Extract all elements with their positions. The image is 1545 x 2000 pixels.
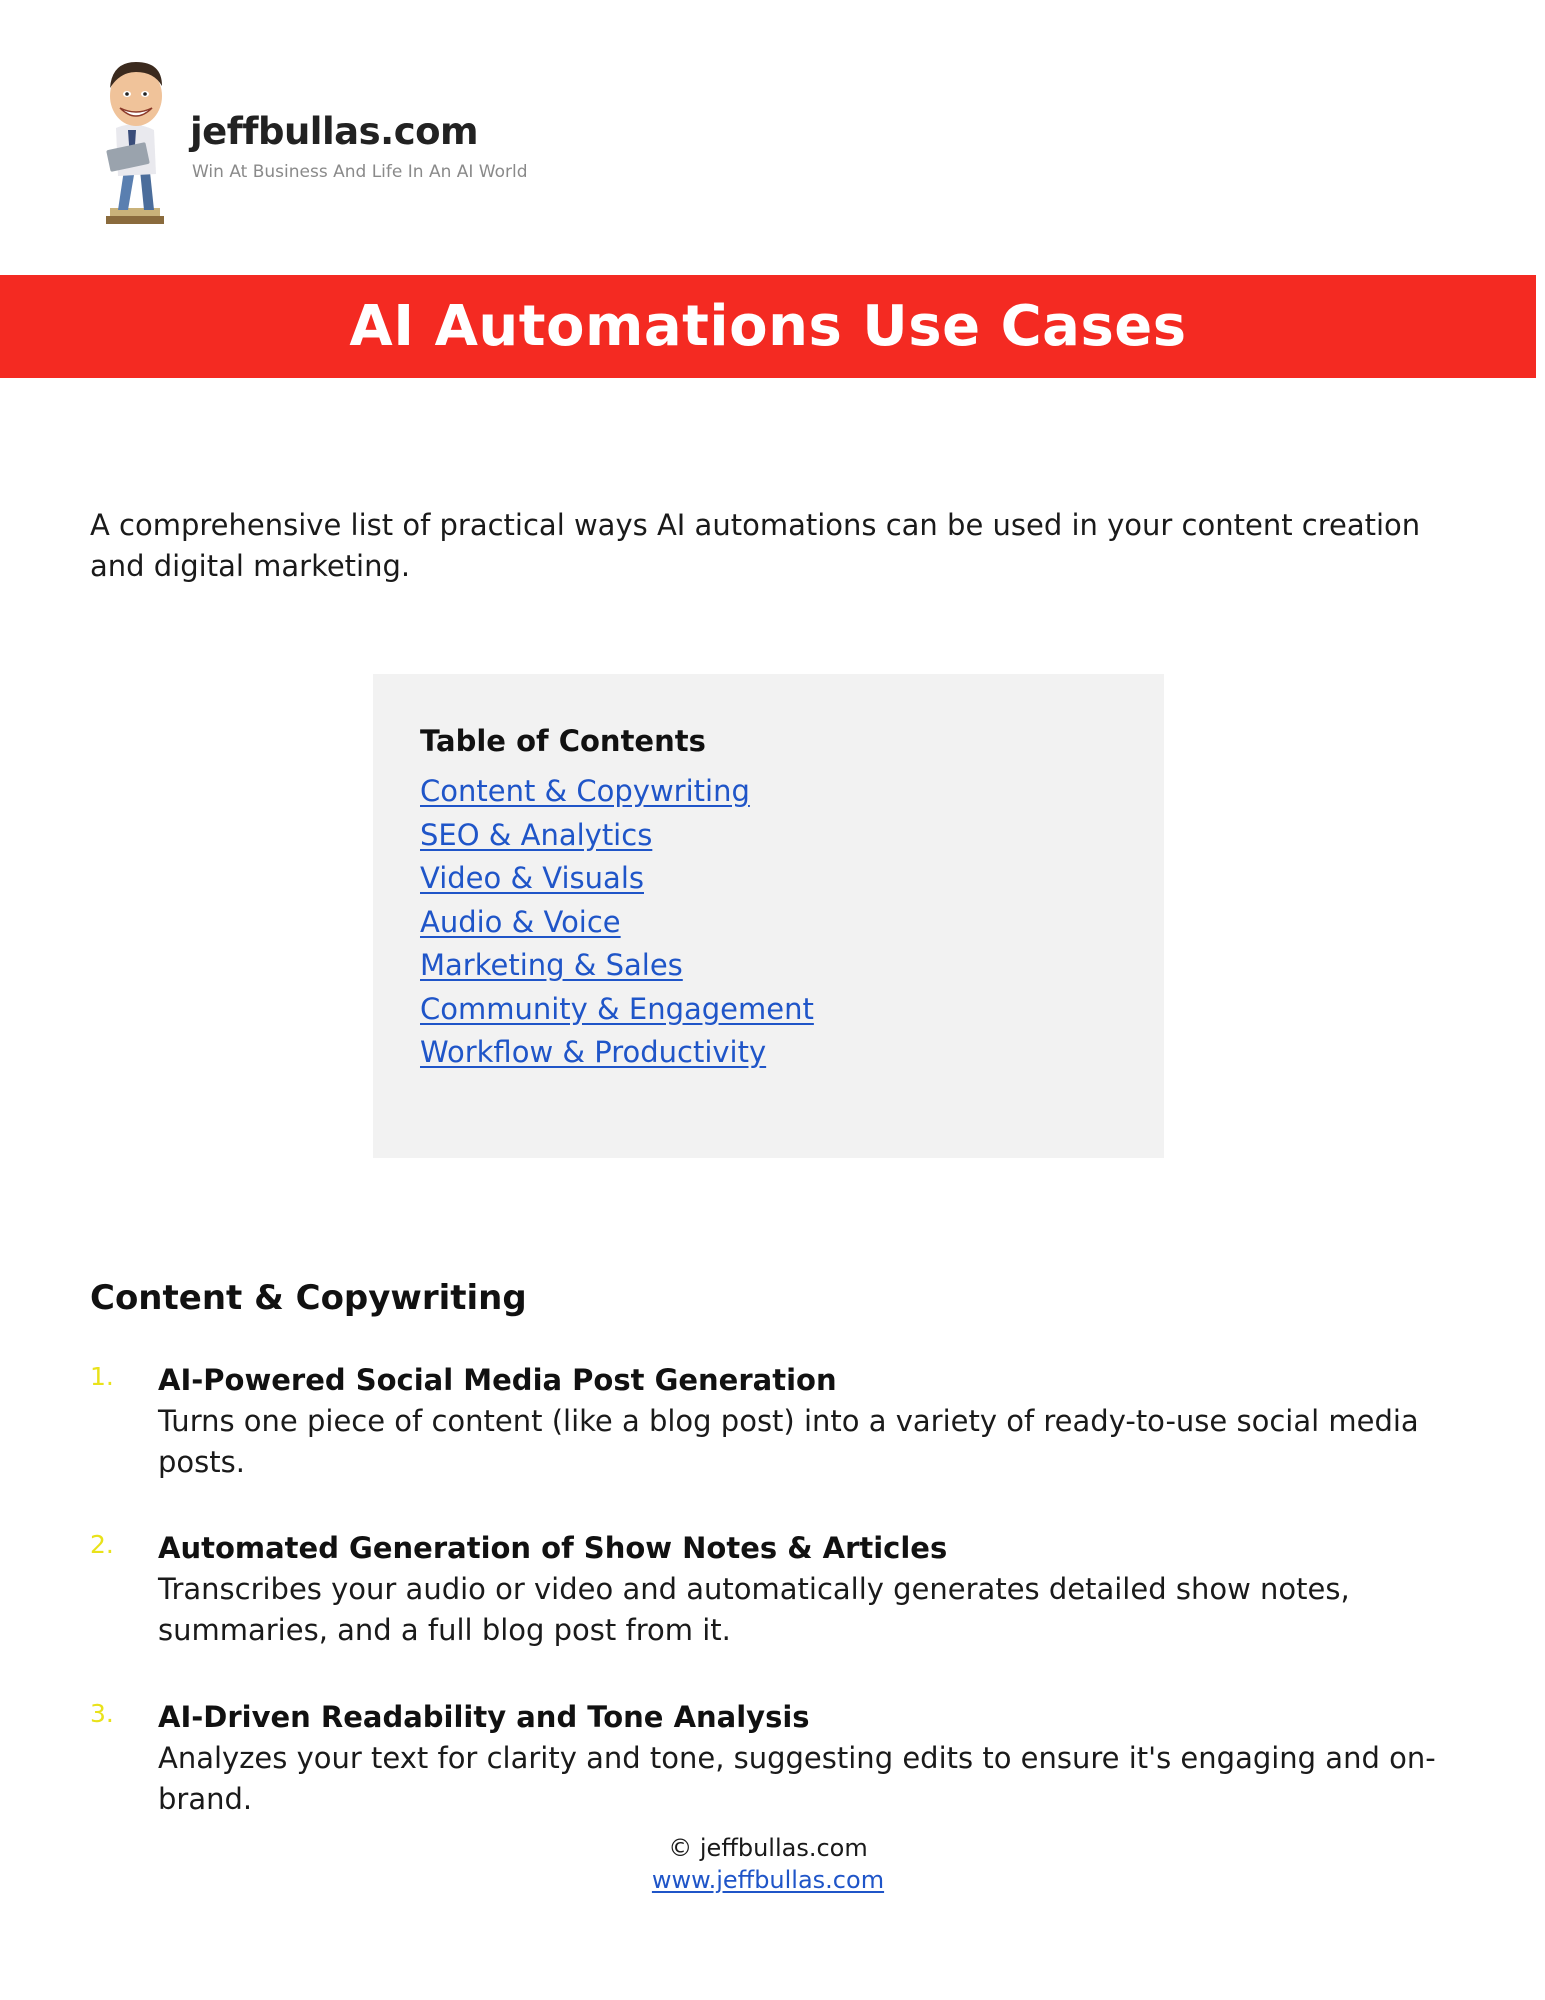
toc-link-workflow-productivity[interactable]: Workflow & Productivity bbox=[420, 1035, 767, 1069]
footer-copyright: © jeffbullas.com bbox=[668, 1834, 868, 1862]
toc-link-content-copywriting[interactable]: Content & Copywriting bbox=[420, 774, 750, 808]
footer-website-link[interactable]: www.jeffbullas.com bbox=[651, 1866, 885, 1894]
toc-link-audio-voice[interactable]: Audio & Voice bbox=[420, 904, 621, 939]
section-heading: Content & Copywriting bbox=[90, 1278, 527, 1318]
caricature-icon bbox=[92, 50, 182, 230]
table-of-contents bbox=[373, 674, 1164, 1158]
item-number: 3. bbox=[90, 1699, 114, 1728]
item-number: 2. bbox=[90, 1530, 114, 1559]
toc-link-seo-analytics[interactable]: SEO & Analytics bbox=[420, 817, 653, 852]
brand-logo[interactable] bbox=[92, 50, 552, 230]
item-description: Analyzes your text for clarity and tone, suggesting edits to ensure it's engaging and on-brand. bbox=[158, 1741, 1436, 1816]
toc-link-community-engagement[interactable]: Community & Engagement bbox=[420, 991, 814, 1026]
brand-name: jeffbullas.com bbox=[190, 110, 479, 153]
item-description: Transcribes your audio or video and automatically generates detailed show notes, summaries, and a full blog post from it. bbox=[158, 1572, 1350, 1647]
item-title: AI-Driven Readability and Tone Analysis bbox=[158, 1700, 810, 1734]
page-title: AI Automations Use Cases bbox=[349, 294, 1187, 359]
title-banner bbox=[0, 275, 1536, 378]
toc-link-video-visuals[interactable]: Video & Visuals bbox=[420, 861, 644, 895]
page-footer bbox=[0, 1832, 1536, 1896]
intro-paragraph: A comprehensive list of practical ways AI automations can be used in your content creation and digital marketing. bbox=[90, 508, 1421, 583]
item-number: 1. bbox=[90, 1362, 114, 1391]
item-description: Turns one piece of content (like a blog post) into a variety of ready-to-use social media posts. bbox=[158, 1404, 1419, 1479]
item-title: AI-Powered Social Media Post Generation bbox=[158, 1363, 837, 1397]
toc-title: Table of Contents bbox=[420, 724, 706, 758]
item-title: Automated Generation of Show Notes & Articles bbox=[158, 1531, 948, 1565]
brand-tagline: Win At Business And Life In An AI World bbox=[192, 162, 528, 182]
toc-link-marketing-sales[interactable]: Marketing & Sales bbox=[420, 948, 683, 982]
